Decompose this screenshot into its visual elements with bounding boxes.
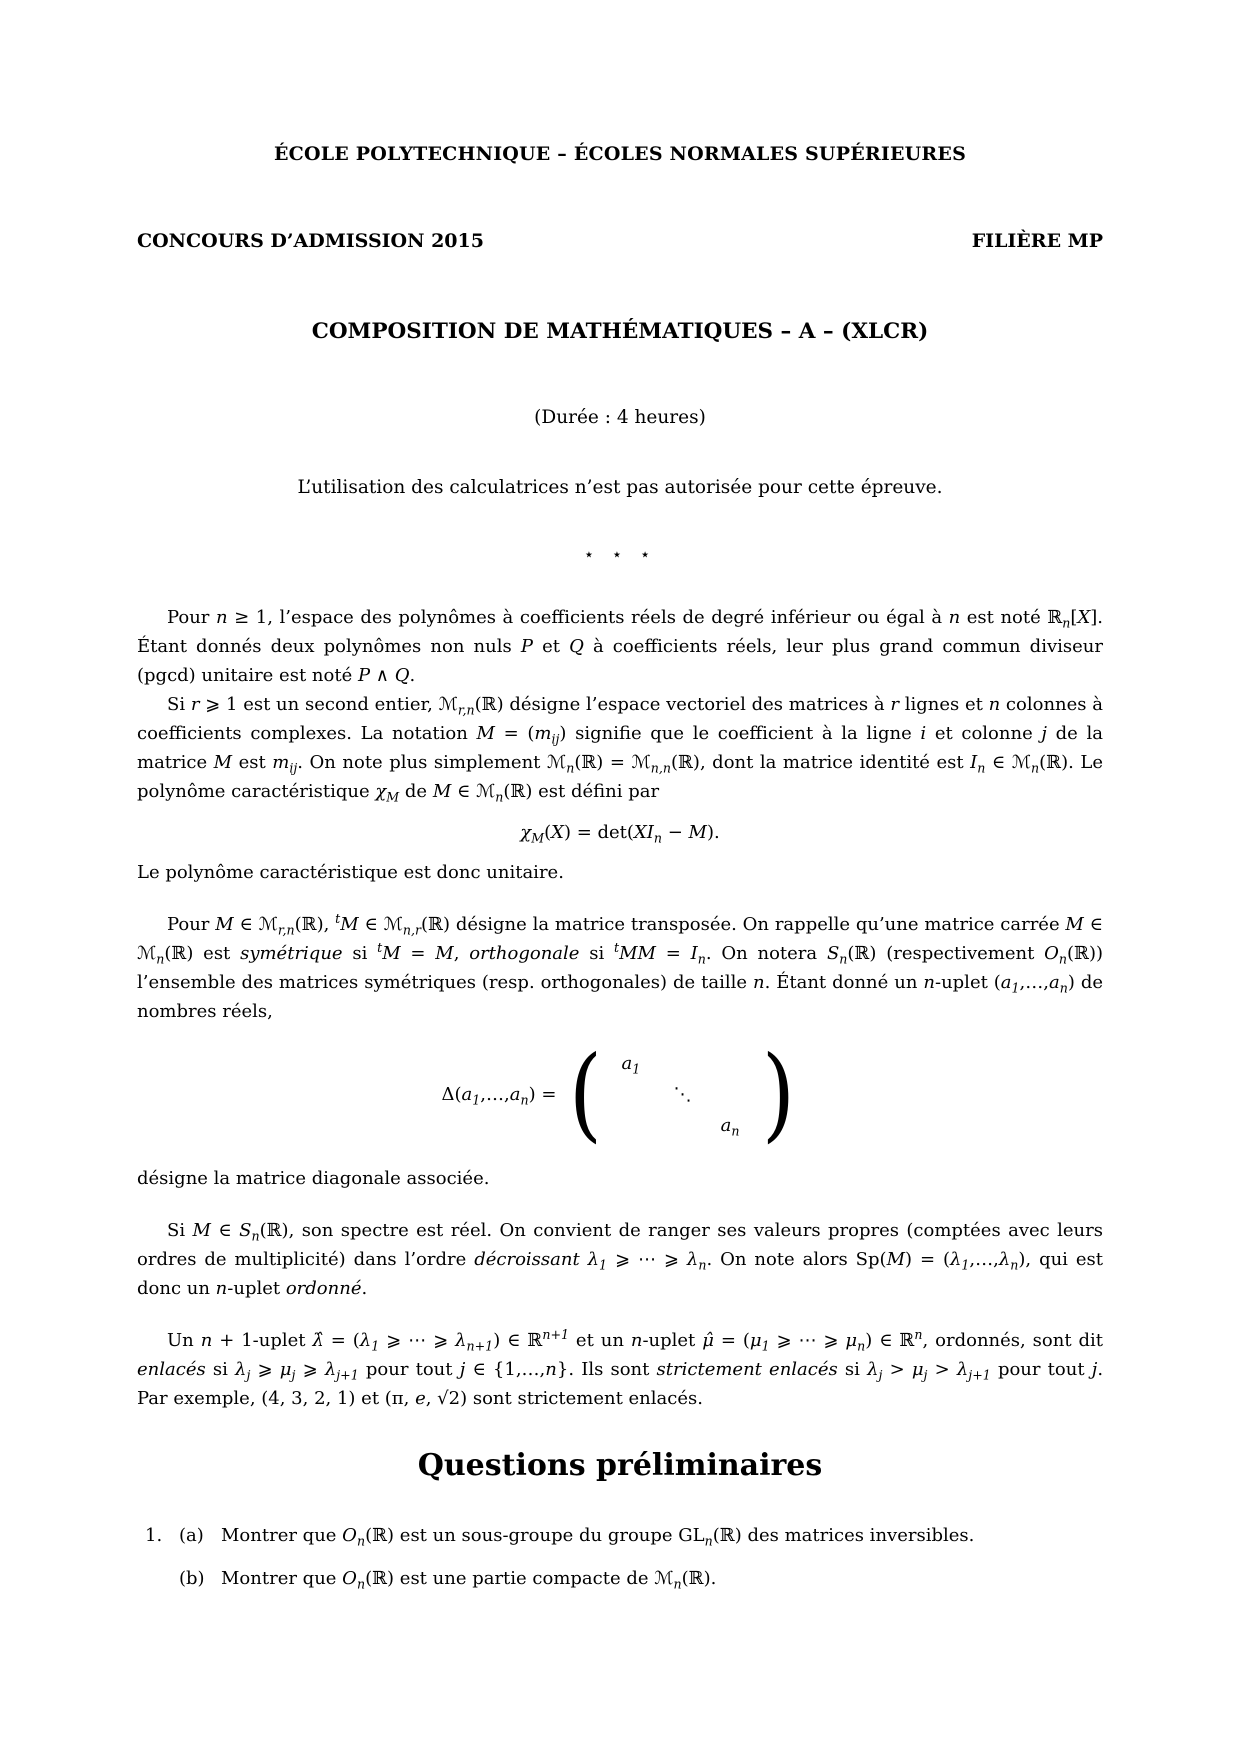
question-1a-text: Montrer que $O_n(ℝ)$ est un sous-groupe du groupe $GL_n(ℝ)$ des matrices inversibles.: [221, 1525, 975, 1549]
matrix-open-paren: (: [569, 1033, 603, 1154]
matrix-entry-ddots: ⋱: [673, 1083, 692, 1105]
question-1a: [179, 1521, 1103, 1550]
calculator-notice: L’utilisation des calculatrices n’est pas autorisée pour cette épreuve.: [297, 477, 943, 498]
question-1b-label: (b): [179, 1568, 205, 1589]
filiere-label: FILIÈRE MP: [971, 230, 1103, 252]
paragraph-unitaire: Le polynôme caractéristique est donc unitaire.: [137, 862, 564, 883]
question-1a-label: (a): [179, 1525, 204, 1546]
paragraph-enlaces: Un n + 1-uplet λ̂ = ($\lambda_1$ ⩾ ⋯ ⩾ $\lambda_{n+1}$) ∈ ℝ$^{n+1}$ et un n-uplet μ̂ = ($\mu_1$ ⩾ ⋯ ⩾ $\mu_n$) ∈ ℝ$^n$, ordonnés, sont dit enlacés si $\lambda_j$ ⩾ $\mu_j$ ⩾ $\lambda_{j+1}$ pour tout j ∈ {1,…,n}. Ils sont strictement enlacés si $\lambda_j > \mu_j > \lambda_{j+1}$ pour tout j. Par exemple, (4, 3, 2, 1) et (π, e, √2) sont strictement enlacés.: [137, 1327, 1104, 1409]
characteristic-polynomial-equation: $\chi_M(X) = \det(XI_n - M)$.: [520, 822, 720, 846]
duration-line: (Durée : 4 heures): [534, 407, 706, 428]
exam-title: COMPOSITION DE MATHÉMATIQUES – A – (XLCR): [311, 319, 929, 344]
section-heading: Questions préliminaires: [417, 1448, 823, 1483]
question-1-parts: [179, 1521, 1103, 1607]
concours-label: CONCOURS D’ADMISSION 2015: [137, 230, 484, 252]
question-1b-text: Montrer que $O_n(ℝ)$ est une partie compacte de ℳ$_n$(ℝ).: [221, 1568, 717, 1592]
matrix-entry-a1: $a_1$: [621, 1052, 641, 1077]
paragraph-matrix-spaces: Si r ⩾ 1 est un second entier, ℳ$_{r,n}$(ℝ) désigne l’espace vectoriel des matrices à r lignes et n colonnes à coefficients complexes. La notation $M = (m_{ij})$ signifie que le coefficient à la ligne i et colonne j de la matrice M est $m_{ij}$. On note plus simplement ℳ$_n$(ℝ) = ℳ$_{n,n}$(ℝ), dont la matrice identité est $I_n$ ∈ ℳ$_n$(ℝ). Le polynôme caractéristique $\chi_M$ de M ∈ ℳ$_n$(ℝ) est défini par: [137, 694, 1103, 805]
question-1: [145, 1521, 1103, 1607]
paragraph-transpose-orthogonal: Pour M ∈ ℳ$_{r,n}$(ℝ), $^t$M ∈ ℳ$_{n,r}$(ℝ) désigne la matrice transposée. On rappelle qu’une matrice carrée M ∈ ℳ$_n$(ℝ) est symétrique si $^t$M = M, orthogonale si $^tMM = I_n$. On notera $S_n(ℝ)$ (respectivement $O_n(ℝ)$) l’ensemble des matrices symétriques (resp. orthogonales) de taille n. Étant donné un n-uplet $(a_1,\dots,a_n)$ de nombres réels,: [137, 911, 1104, 1022]
paragraph-polynomials: Pour n ≥ 1, l’espace des polynômes à coefficients réels de degré inférieur ou égal à n est noté ℝ$_n$[X]. Étant donnés deux polynômes non nuls P et Q à coefficients réels, leur plus grand commun diviseur (pgcd) unitaire est noté P ∧ Q.: [137, 607, 1104, 686]
paragraph-diagonale: désigne la matrice diagonale associée.: [137, 1168, 490, 1189]
question-1-number: 1.: [145, 1525, 163, 1546]
paragraph-spectre: Si M ∈ $S_n(ℝ)$, son spectre est réel. On convient de ranger ses valeurs propres (comptées avec leurs ordres de multiplicité) dans l’ordre décroissant $\lambda_1$ ⩾ ⋯ ⩾ $\lambda_n$. On note alors $Sp(M) = (\lambda_1,\dots,\lambda_n)$, qui est donc un n-uplet ordonné.: [137, 1220, 1103, 1299]
diagonal-matrix-display: [137, 1033, 1103, 1154]
matrix-close-paren: ): [762, 1033, 796, 1154]
admission-row: [137, 227, 1103, 256]
matrix-entries: [607, 1048, 757, 1141]
stars-separator: ⋆ ⋆ ⋆: [583, 545, 657, 565]
institution-line: ÉCOLE POLYTECHNIQUE – ÉCOLES NORMALES SUPÉRIEURES: [273, 143, 966, 165]
matrix-lhs: $\Delta(a_1,\dots,a_n)$ =: [441, 1083, 557, 1108]
matrix-entry-an: $a_n$: [720, 1114, 740, 1139]
question-1b: [179, 1564, 1103, 1593]
